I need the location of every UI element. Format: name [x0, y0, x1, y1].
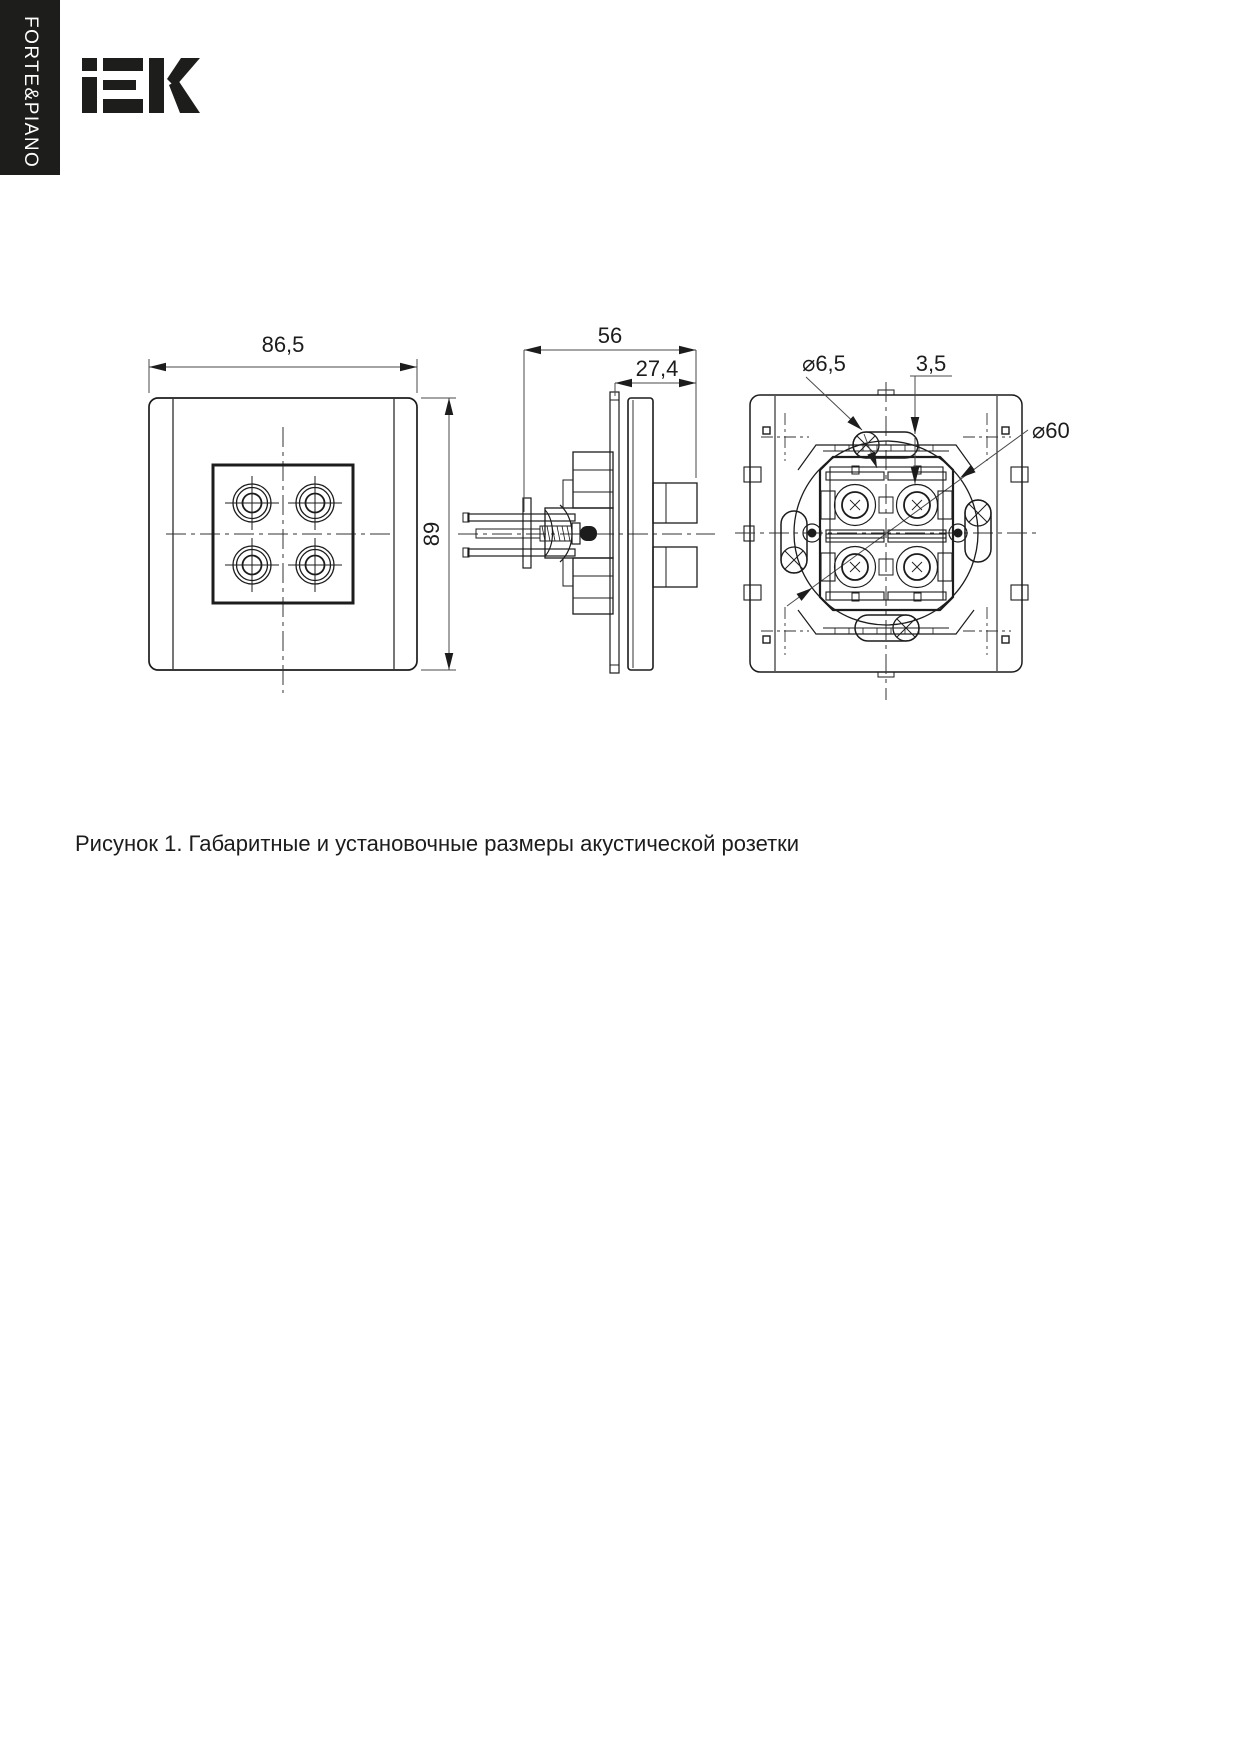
terminal [888, 472, 952, 538]
dim-label-front-height: 89 [419, 521, 444, 547]
dim-label-front-width: 86,5 [261, 332, 305, 357]
dim-label-side-depth: 56 [597, 323, 623, 348]
terminal [888, 534, 952, 600]
binding-post [225, 538, 279, 592]
dimension-drawing [0, 0, 1239, 760]
dim-label-back-circle: ⌀60 [1032, 418, 1070, 443]
dim-label-back-hole: ⌀6,5 [802, 351, 846, 376]
side-view [458, 323, 715, 673]
dim-front-height [419, 398, 456, 670]
screw-head [580, 526, 597, 541]
back-view [735, 351, 1070, 700]
binding-post [288, 538, 342, 592]
binding-post [288, 476, 342, 530]
front-view [149, 332, 456, 693]
dim-front-width [149, 332, 417, 393]
dim-back-hole [802, 351, 877, 468]
dim-label-back-slot: 3,5 [915, 351, 947, 376]
dim-label-side-protrusion: 27,4 [635, 356, 679, 381]
brand-strip-label: FORTE&PIANO [20, 16, 41, 169]
dim-side-protrusion [615, 356, 696, 396]
figure-caption: Рисунок 1. Габаритные и установочные размеры акустической розетки [75, 831, 800, 856]
binding-post [225, 476, 279, 530]
